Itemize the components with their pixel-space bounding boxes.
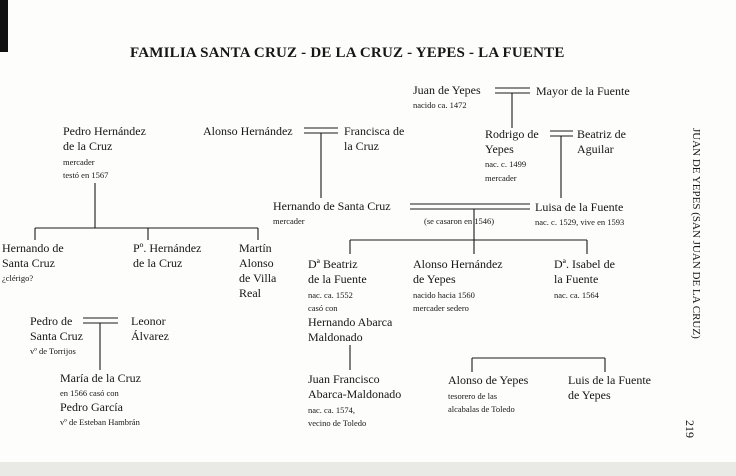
person-martin-line3: de Villa	[239, 271, 277, 285]
note-hernando-clerigo: ¿clérigo?	[2, 273, 34, 283]
person-leonor-line1: Leonor	[131, 314, 166, 328]
note-alonso-occupation: mercader sedero	[413, 303, 469, 313]
person-hernando-santa-cruz: Hernando de Santa Cruz	[273, 199, 391, 213]
page-title: FAMILIA SANTA CRUZ - DE LA CRUZ - YEPES - LA FUENTE	[130, 45, 565, 61]
note-pedro-garcia-origin: vº de Esteban Hambrán	[60, 417, 140, 427]
person-alonso-de-yepes: Alonso de Yepes	[448, 373, 529, 387]
person-p-hernandez-line2: de la Cruz	[133, 256, 183, 270]
person-martin-line2: Alonso	[239, 256, 274, 270]
note-pedro-torrijos: vº de Torrijos	[30, 346, 76, 356]
person-alonso-hernandez: Alonso Hernández	[203, 124, 293, 138]
person-juan-francisco-line1: Juan Francisco	[308, 372, 380, 386]
person-hernando-de-line1: Hernando de	[2, 241, 64, 255]
person-pedro-santa-cruz-line1: Pedro de	[30, 314, 73, 328]
person-hernando-abarca-line2: Maldonado	[308, 330, 363, 344]
note-juan-born: nacido ca. 1472	[413, 100, 467, 110]
person-leonor-line2: Álvarez	[131, 329, 169, 343]
person-p-hernandez-line1: Pº. Hernández	[133, 241, 202, 255]
person-rodrigo-line1: Rodrigo de	[485, 127, 539, 141]
note-beatriz-married: casó con	[308, 303, 338, 313]
person-hernando-abarca-line1: Hernando Abarca	[308, 315, 393, 329]
person-alonso-yepes1-line2: de Yepes	[413, 272, 456, 286]
note-beatriz-born: nac. ca. 1552	[308, 290, 353, 300]
note-isabel-born: nac. ca. 1564	[554, 290, 599, 300]
person-francisca-line2: la Cruz	[344, 139, 379, 153]
note-maria-married: en 1566 casó con	[60, 388, 119, 398]
person-luisa-de-la-fuente: Luisa de la Fuente	[535, 200, 624, 214]
note-hernando-occupation: mercader	[273, 216, 305, 226]
person-pedro-hernandez-line1: Pedro Hernández	[63, 124, 146, 138]
person-pedro-hernandez-line2: de la Cruz	[63, 139, 113, 153]
note-juan-francisco-born: nac. ca. 1574,	[308, 405, 355, 415]
running-header-vertical: JUAN DE YEPES (SAN JUAN DE LA CRUZ)	[690, 128, 702, 339]
note-rodrigo-occupation: mercader	[485, 173, 517, 183]
person-luis-line2: de Yepes	[568, 388, 611, 402]
person-francisca-line1: Francisca de	[344, 124, 405, 138]
note-alonso-alcabalas: alcabalas de Toledo	[448, 404, 515, 414]
person-luis-line1: Luis de la Fuente	[568, 373, 651, 387]
person-juan-francisco-line2: Abarca-Maldonado	[308, 387, 402, 401]
note-alonso-tesorero: tesorero de las	[448, 391, 498, 401]
person-rodrigo-line2: Yepes	[485, 142, 514, 156]
person-pedro-garcia: Pedro García	[60, 400, 123, 414]
person-mayor-de-la-fuente: Mayor de la Fuente	[536, 84, 630, 98]
note-marriage-1546: (se casaron en 1546)	[424, 216, 495, 226]
note-pedro-occupation: mercader	[63, 157, 95, 167]
person-martin-line4: Real	[239, 286, 261, 300]
person-da-beatriz-line1: Dª Beatriz	[308, 257, 358, 271]
person-juan-de-yepes: Juan de Yepes	[413, 83, 481, 97]
person-maria-de-la-cruz: María de la Cruz	[60, 371, 141, 385]
note-juan-francisco-residence: vecino de Toledo	[308, 418, 367, 428]
page-number: 219	[683, 420, 697, 438]
person-beatriz-aguilar-line1: Beatriz de	[577, 127, 626, 141]
person-beatriz-aguilar-line2: Aguilar	[577, 142, 614, 156]
person-da-beatriz-line2: de la Fuente	[308, 272, 367, 286]
note-alonso-born: nacido hacia 1560	[413, 290, 475, 300]
person-alonso-yepes1-line1: Alonso Hernández	[413, 257, 503, 271]
person-da-isabel-line2: la Fuente	[554, 272, 599, 286]
person-da-isabel-line1: Dª. Isabel de	[554, 257, 615, 271]
person-martin-line1: Martín	[239, 241, 272, 255]
note-rodrigo-born: nac. c. 1499	[485, 159, 527, 169]
person-pedro-santa-cruz-line2: Santa Cruz	[30, 329, 83, 343]
note-luisa-dates: nac. c. 1529, vive en 1593	[535, 217, 625, 227]
person-hernando-de-line2: Santa Cruz	[2, 256, 55, 270]
note-pedro-will: testó en 1567	[63, 170, 109, 180]
